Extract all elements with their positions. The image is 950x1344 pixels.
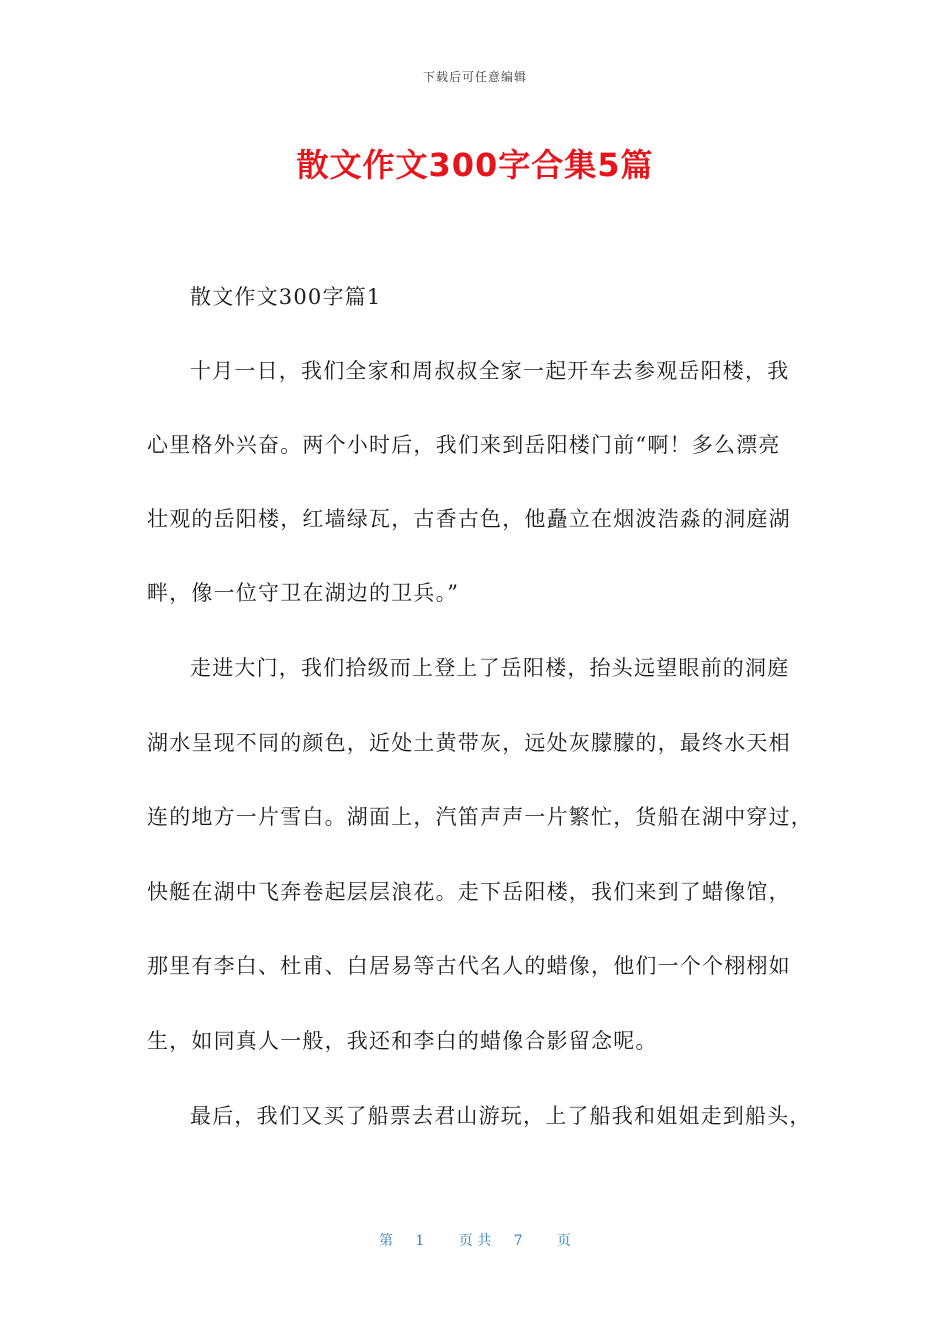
body-line: 湖水呈现不同的颜色，近处土黄带灰，远处灰朦朦的，最终水天相 [147,731,791,755]
body-line: 畔，像一位守卫在湖边的卫兵。” [147,581,460,605]
section-heading: 散文作文300字篇1 [190,285,382,309]
footer-middle: 页 共 [458,1233,492,1249]
current-page-number: 1 [415,1233,425,1249]
footer-suffix: 页 [557,1233,572,1249]
page-footer [0,1230,950,1250]
page-header-note: 下载后可任意编辑 [422,70,527,84]
body-line: 走进大门，我们拾级而上登上了岳阳楼，抬头远望眼前的洞庭 [190,656,790,680]
total-pages-number: 7 [513,1233,523,1249]
body-line: 心里格外兴奋。两个小时后，我们来到岳阳楼门前“啊！多么漂亮 [147,433,781,457]
body-line: 生，如同真人一般，我还和李白的蜡像合影留念呢。 [147,1029,658,1053]
body-line: 壮观的岳阳楼，红墙绿瓦，古香古色，他矗立在烟波浩淼的洞庭湖 [147,507,791,531]
document-title: 散文作文300字合集5篇 [296,146,654,184]
body-line: 最后，我们又买了船票去君山游玩，上了船我和姐姐走到船头， [190,1104,812,1128]
body-line: 十月一日，我们全家和周叔叔全家一起开车去参观岳阳楼，我 [190,359,790,383]
body-line: 快艇在湖中飞奔卷起层层浪花。走下岳阳楼，我们来到了蜡像馆， [147,880,791,904]
footer-prefix: 第 [378,1233,393,1249]
body-line: 那里有李白、杜甫、白居易等古代名人的蜡像，他们一个个栩栩如 [147,954,791,978]
body-line: 连的地方一片雪白。湖面上，汽笛声声一片繁忙，货船在湖中穿过， [147,805,813,829]
